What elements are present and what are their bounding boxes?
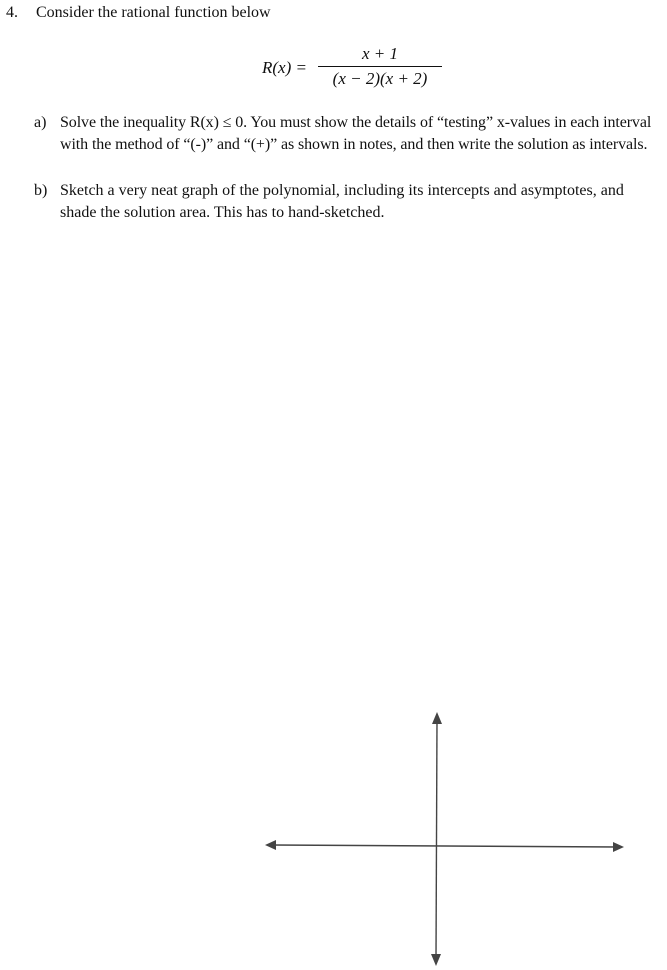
x-axis <box>265 840 624 852</box>
formula-denominator: (x − 2)(x + 2) <box>332 69 428 88</box>
part-a-label: a) <box>34 114 47 131</box>
part-a-text: Solve the inequality R(x) ≤ 0. You must show the details of “testing” x-values in each interval with the method of “(-)” and “(+)” as shown in notes, and then write the solution as intervals. <box>60 114 652 153</box>
question-title: Consider the rational function below <box>36 4 271 21</box>
x-axis-left-arrow-icon <box>265 840 276 850</box>
y-axis-down-arrow-icon <box>431 954 441 966</box>
formula-numerator: x + 1 <box>361 44 399 63</box>
x-axis-right-arrow-icon <box>613 842 624 852</box>
formula-lhs: R(x) = <box>262 58 307 77</box>
part-b-label: b) <box>34 182 48 199</box>
x-axis-line <box>272 845 618 847</box>
y-axis-line <box>436 720 437 958</box>
question-number: 4. <box>6 4 18 21</box>
y-axis-up-arrow-icon <box>432 712 442 724</box>
y-axis <box>431 712 442 966</box>
part-b-text: Sketch a very neat graph of the polynomial, including its intercepts and asymptotes, and shade the solution area. This has to hand-sketched. <box>60 182 624 221</box>
